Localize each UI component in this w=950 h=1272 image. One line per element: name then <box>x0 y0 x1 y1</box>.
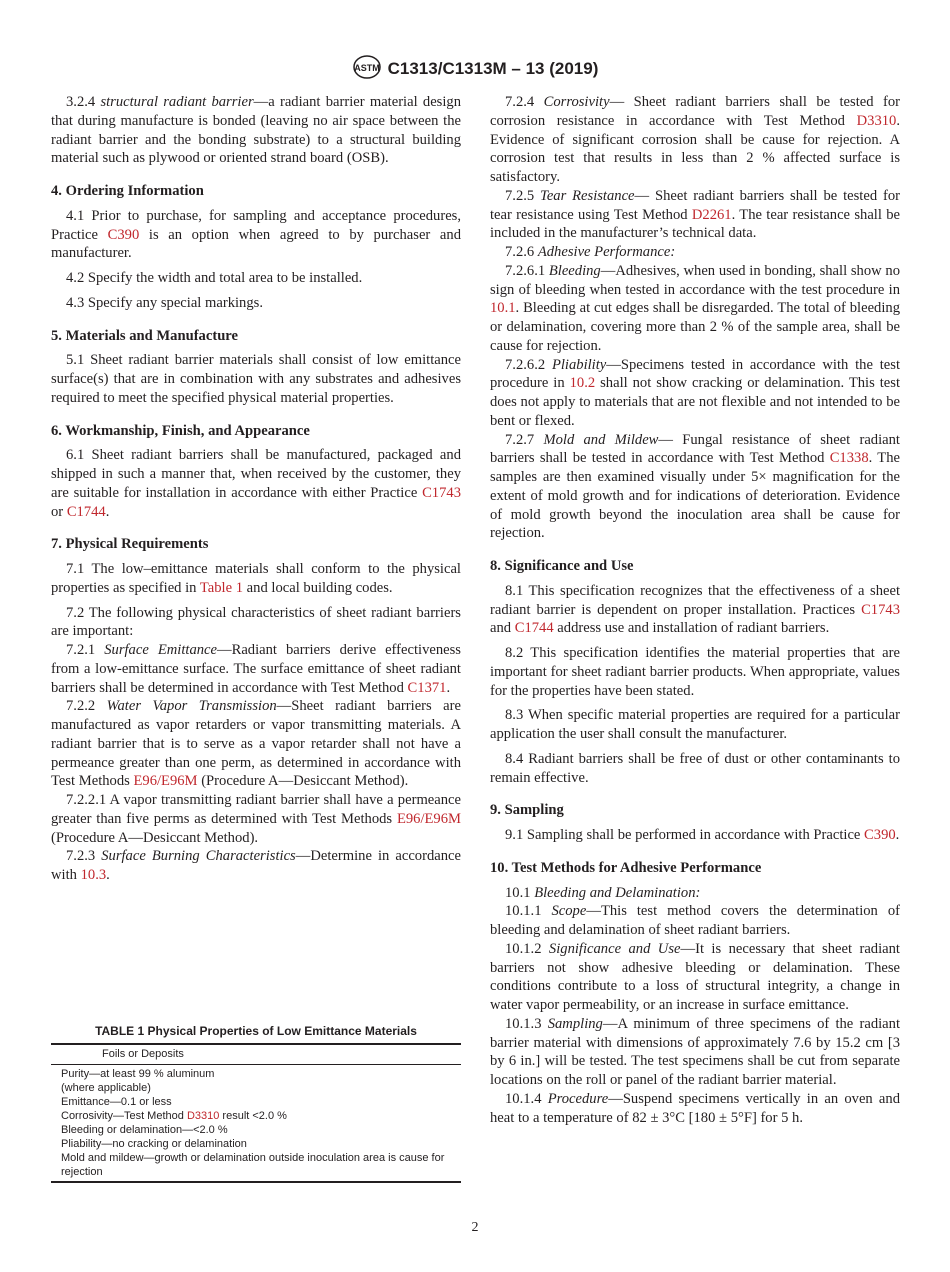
reference-link[interactable]: D3310 <box>186 1110 220 1122</box>
reference-link[interactable]: E96/E96M <box>396 810 461 827</box>
text-run: . The samples are then examined visually under 5× magnification for the extent of mold growth and for indications of deterioration. Evidence of mold growth beyond the inoculation area shall be cause for rejection. <box>490 450 900 542</box>
text-run: Mold and mildew—growth or delamination outside inoculation area is cause for rejection <box>61 1152 445 1178</box>
text-run: Purity—at least 99 % aluminum <box>61 1068 215 1080</box>
text-run: 8.1 This specification recognizes that the effectiveness of a sheet radiant barrier is dependent on proper installation. Practices <box>490 582 900 618</box>
text-run: (Procedure A—Desiccant Method). <box>197 773 409 790</box>
paragraph <box>490 93 900 187</box>
text-run: 4.3 Specify any special markings. <box>66 294 263 311</box>
paragraph <box>51 847 461 885</box>
italic-term: Bleeding and Delamination: <box>534 884 701 901</box>
text-run: 10.1.1 <box>505 903 552 920</box>
text-run: —It is necessary that sheet radiant barriers not show adhesive bleeding or delamination. These conditions contribute to a loss of structural integrity, a change in water vapor permeability, or an increase in surface emittance. <box>490 940 900 1013</box>
paragraph <box>490 187 900 243</box>
reference-link[interactable]: C1743 <box>422 484 461 501</box>
text-run: —Suspend specimens vertically in an oven and heat to a temperature of 82 ± 3°C [180 ± 5°F] for 5 h. <box>490 1090 900 1126</box>
section-heading: 8. Significance and Use <box>490 558 634 574</box>
italic-term: Surface Burning Characteristics <box>101 848 296 865</box>
text-run: 3.2.4 <box>66 94 101 110</box>
text-run: 7.2.6.1 <box>505 262 549 279</box>
paragraph <box>51 207 461 263</box>
table-row <box>61 1081 461 1095</box>
section-heading: 7. Physical Requirements <box>51 536 209 553</box>
reference-link[interactable]: C390 <box>107 226 140 243</box>
paragraph <box>490 644 900 700</box>
text-run: and <box>490 620 515 637</box>
reference-link[interactable]: C1744 <box>514 620 554 637</box>
text-run: (where applicable) <box>61 1082 151 1094</box>
section-heading: 4. Ordering Information <box>51 183 204 199</box>
paragraph <box>490 1090 900 1128</box>
left-column <box>51 93 461 885</box>
section-heading: 5. Materials and Manufacture <box>51 327 238 344</box>
text-run: 7.2.5 <box>505 187 541 204</box>
section-heading: 10. Test Methods for Adhesive Performance <box>490 859 762 876</box>
paragraph <box>51 351 461 407</box>
text-run: or <box>51 503 67 520</box>
svg-text:ASTM: ASTM <box>353 63 380 73</box>
text-run: shall not show cracking or delamination. This test does not apply to materials that are not flexible and not intended to be bent or flexed. <box>490 375 900 429</box>
table-row <box>61 1109 461 1123</box>
paragraph <box>490 706 900 744</box>
table-column-header: Foils or Deposits <box>51 1043 461 1065</box>
reference-link[interactable]: C1338 <box>829 450 869 467</box>
italic-term: Tear Resistance <box>540 187 635 204</box>
reference-link[interactable]: 10.1 <box>490 300 516 317</box>
text-run: —Adhesives, when used in bonding, shall show no sign of bleeding when tested in accordance with the test procedure in <box>490 262 900 298</box>
text-run: 7.1 The low–emittance materials shall conform to the physical properties as specified in <box>51 561 461 596</box>
paragraph <box>51 294 461 313</box>
reference-link[interactable]: 10.2 <box>569 375 596 392</box>
text-run: . Bleeding at cut edges shall be disregarded. The total of bleeding or delamination, covering more than 2 % of the sample area, shall be cause for rejection. <box>490 300 900 354</box>
paragraph <box>490 243 900 262</box>
text-run: 7.2.2 <box>66 698 107 715</box>
text-run: result <2.0 % <box>219 1110 287 1122</box>
reference-link[interactable]: 10.3 <box>80 867 107 883</box>
section-heading: 6. Workmanship, Finish, and Appearance <box>51 422 310 439</box>
reference-link[interactable]: Table 1 <box>199 579 244 596</box>
text-run: —Sheet radiant barriers are manufactured as vapor retarders or vapor transmitting materials. A radiant barrier that is to serve as a vapor retarder shall not have a permeance greater than one perm, as determined in accordance with Test Methods <box>51 698 461 790</box>
reference-link[interactable]: C390 <box>864 827 896 843</box>
text-run: Pliability—no cracking or delamination <box>61 1138 247 1150</box>
astm-logo-icon <box>352 54 382 85</box>
italic-term: Bleeding <box>548 262 601 279</box>
italic-term: Water Vapor Transmission <box>106 698 277 715</box>
paragraph <box>490 1015 900 1090</box>
text-run: 6.1 Sheet radiant barriers shall be manufactured, packaged and shipped in such a manner that, when received by the customer, they are suitable for installation in accordance with either Practice <box>51 447 461 501</box>
italic-term: Scope <box>551 903 587 920</box>
text-run: 7.2 The following physical characteristics of sheet radiant barriers are important: <box>51 604 461 640</box>
italic-term: Pliability <box>551 356 607 373</box>
text-run: 10.1.4 <box>505 1090 548 1107</box>
paragraph <box>490 826 900 845</box>
paragraph <box>490 884 900 903</box>
italic-term: Surface Emittance <box>104 642 217 658</box>
text-run: 5.1 Sheet radiant barrier materials shall consist of low emittance surface(s) that are in combination with any substrates and adhesives required to meet the specified physical material properties. <box>51 352 461 406</box>
table-row <box>61 1067 461 1081</box>
paragraph <box>51 560 461 598</box>
text-run: 8.2 This specification identifies the material properties that are important for sheet radiant barrier products. When appropriate, values for the properties have been stated. <box>490 645 900 699</box>
paragraph <box>51 791 461 847</box>
text-run: —Radiant barriers derive effectiveness from a low-emittance surface. The surface emittance of sheet radiant barriers shall be determined in accordance with Test Method <box>51 642 461 696</box>
reference-link[interactable]: C1744 <box>66 503 106 520</box>
reference-link[interactable]: E96/E96M <box>133 773 198 790</box>
paragraph <box>490 750 900 788</box>
table-caption: TABLE 1 Physical Properties of Low Emittance Materials <box>95 1024 417 1038</box>
text-run: 7.2.6.2 <box>505 356 552 373</box>
paragraph <box>490 940 900 1015</box>
paragraph <box>51 697 461 791</box>
reference-link[interactable]: C1371 <box>407 679 447 696</box>
table-row <box>61 1151 461 1179</box>
paragraph <box>490 356 900 431</box>
reference-link[interactable]: D3310 <box>856 112 897 129</box>
italic-term: Corrosivity <box>543 94 610 110</box>
text-run: 10.1 <box>505 884 535 901</box>
text-run: —a radiant barrier material design that during manufacture is bonded (leaving no air space between the radiant barrier and the bonding substrate) to a structural building material such as plywood or oriented strand board (OSB). <box>51 94 461 167</box>
paragraph <box>51 604 461 642</box>
table-row <box>61 1137 461 1151</box>
italic-term: Sampling <box>547 1015 603 1032</box>
text-run: Emittance—0.1 or less <box>61 1096 172 1108</box>
document-header <box>0 54 950 85</box>
text-run: 4.1 Prior to purchase, for sampling and acceptance procedures, Practice <box>51 207 461 243</box>
text-run: . The tear resistance shall be included in the manufacturer’s technical data. <box>490 206 900 242</box>
italic-term: Adhesive Performance: <box>537 244 676 260</box>
right-column <box>490 93 900 1127</box>
reference-link[interactable]: C1743 <box>861 601 900 618</box>
text-run: —Specimens tested in accordance with the test procedure in <box>490 356 901 392</box>
text-run: . <box>446 679 451 696</box>
text-run: 7.2.1 <box>66 642 105 658</box>
text-run: 10.1.2 <box>505 940 549 957</box>
text-run: Bleeding or delamination—<2.0 % <box>61 1124 228 1136</box>
text-run: 8.3 When specific material properties are required for a particular application the user shall consult the manufacturer. <box>490 707 900 742</box>
text-run: 7.2.7 <box>505 431 544 448</box>
paragraph <box>51 269 461 288</box>
text-run: 7.2.4 <box>505 94 544 110</box>
text-run: 7.2.3 <box>66 848 102 865</box>
text-run: 4.2 Specify the width and total area to be installed. <box>66 270 363 286</box>
reference-link[interactable]: D2261 <box>691 206 732 223</box>
text-run: 7.2.6 <box>505 244 538 260</box>
text-run: is an option when agreed to by purchaser and manufacturer. <box>51 226 461 262</box>
paragraph <box>490 582 900 638</box>
italic-term: Mold and Mildew <box>543 431 659 448</box>
italic-term: structural radiant barrier <box>100 94 254 110</box>
text-run: Corrosivity—Test Method <box>61 1110 187 1122</box>
paragraph <box>51 641 461 697</box>
italic-term: Procedure <box>547 1090 609 1107</box>
document-designation: C1313/C1313M – 13 (2019) <box>387 58 599 78</box>
table-row <box>61 1095 461 1109</box>
text-run: . <box>895 827 900 843</box>
text-run: — Sheet radiant barriers shall be tested for corrosion resistance in accordance with Test Method <box>490 94 900 129</box>
paragraph <box>490 262 900 356</box>
text-run: — Fungal resistance of sheet radiant barriers shall be tested in accordance with Test Method <box>490 431 900 467</box>
paragraph <box>490 902 900 940</box>
text-run: . <box>105 503 110 520</box>
text-run: . <box>106 867 110 883</box>
table-1 <box>51 1024 461 1183</box>
text-run: 8.4 Radiant barriers shall be free of dust or other contaminants to remain effective. <box>490 750 900 786</box>
text-run: —Determine in accordance with <box>51 848 461 883</box>
text-run: 9.1 Sampling shall be performed in accordance with Practice <box>505 827 865 843</box>
table-row <box>61 1123 461 1137</box>
text-run: — Sheet radiant barriers shall be tested for tear resistance using Test Method <box>490 187 900 223</box>
text-run: and local building codes. <box>243 579 393 596</box>
text-run: —A minimum of three specimens of the radiant barrier material with dimensions of approximately 7.6 by 15.2 cm [3 by 6 in.] will be tested. The test specimens shall be cut from separate locations on the roll or panel of the radiant barrier material. <box>490 1015 900 1088</box>
text-run: 7.2.2.1 A vapor transmitting radiant barrier shall have a permeance greater than five perms as determined with Test Methods <box>51 792 461 827</box>
table-body <box>51 1065 461 1183</box>
paragraph <box>490 431 900 544</box>
text-run: —This test method covers the determination of bleeding and delamination of sheet radiant barriers. <box>490 903 900 938</box>
text-run: 10.1.3 <box>505 1015 548 1032</box>
text-run: address use and installation of radiant barriers. <box>553 620 830 637</box>
paragraph <box>51 446 461 521</box>
paragraph <box>51 93 461 168</box>
text-run: (Procedure A—Desiccant Method). <box>51 829 259 846</box>
text-run: . Evidence of significant corrosion shall be cause for rejection. A corrosion test that results in less than 2 % affected surface is satisfactory. <box>490 112 900 185</box>
section-heading: 9. Sampling <box>490 802 564 819</box>
italic-term: Significance and Use <box>548 940 681 957</box>
page-number: 2 <box>471 1220 479 1235</box>
